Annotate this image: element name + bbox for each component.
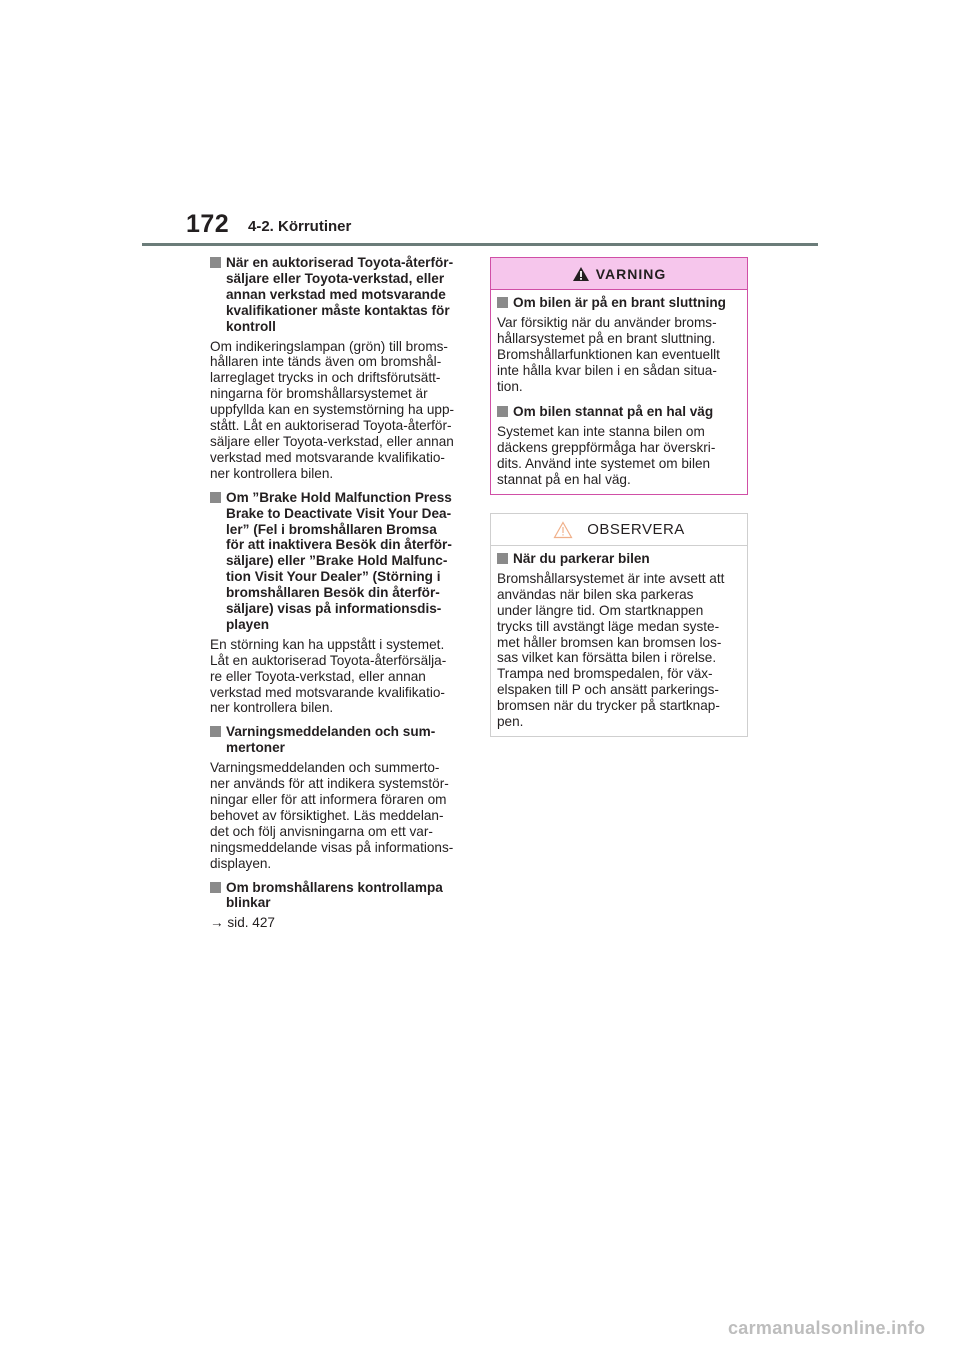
heading-text: Om bromshållarens kontrollampa blinkar — [226, 879, 443, 911]
warning-box-title: VARNING — [595, 265, 667, 282]
heading-text: När du parkerar bilen — [513, 551, 650, 566]
paragraph-indicator-lamp: Om indikeringslampan (grön) till broms- hållaren inte tänds även om bromshål- larreglaget trycks in och driftsförutsätt- ningarna för bromshållarsystemet är uppfyllda kan en systemstörning ha upp- stått. Låt en auktoriserad Toyota-återför- säljare eller Toyota-verkstad, eller annan verkstad med motsvarande kvalifikatio- ner kontrollera bilen. — [210, 338, 455, 481]
square-bullet-icon — [497, 297, 508, 308]
page-reference — [210, 915, 468, 931]
notice-paragraph-parking: Bromshållarsystemet är inte avsett att användas när bilen ska parkeras under längre tid. Om startknappen trycks till avstängt läge medan syste- met håller bromsen kan bromsen los- sas vilket kan försätta bilen i rörelse. Trampa ned bromspedalen, för väx- elspaken till P och ansätt parkerings- bromsen när du trycker på startknap- pen. — [497, 570, 725, 730]
warning-box-body — [491, 290, 747, 488]
heading-text: Varningsmeddelanden och sum- mertoner — [226, 724, 436, 756]
heading-contact-dealer — [210, 255, 468, 335]
warning-paragraph-slippery-road: Systemet kan inte stanna bilen om däckens greppförmåga har överskri- dits. Använd inte systemet om bilen stannat på en hal väg. — [497, 424, 716, 488]
notice-box-header — [491, 514, 747, 546]
notice-heading-parking — [497, 551, 741, 567]
heading-lamp-flashing — [210, 880, 468, 912]
page-reference-link[interactable]: sid. 427 — [227, 915, 275, 931]
heading-text: När en auktoriserad Toyota-återför- säljare eller Toyota-verkstad, eller annan verkstad med motsvarande kvalifikationer måste kontaktas för kontroll — [226, 255, 454, 334]
watermark: carmanualsonline.info — [728, 1318, 926, 1338]
square-bullet-icon — [210, 726, 221, 737]
heading-text: Om bilen är på en brant sluttning — [513, 295, 726, 310]
caution-triangle-icon — [553, 521, 573, 539]
warning-paragraph-steep-slope: Var försiktig när du använder broms- hållarsystemet på en brant sluttning. Bromshållarfunktionen kan eventuellt inte hålla kvar bilen i en sådan situa- tion. — [497, 314, 720, 394]
square-bullet-icon — [210, 257, 221, 268]
arrow-right-icon: → — [210, 915, 228, 931]
warning-box — [490, 257, 748, 495]
section-title: 4-2. Körrutiner — [248, 218, 352, 235]
warning-heading-steep-slope — [497, 295, 741, 311]
heading-warning-messages — [210, 724, 468, 756]
paragraph-system-fault: En störning kan ha uppstått i systemet. Låt en auktoriserad Toyota-återförsälja- re eller Toyota-verkstad, eller annan verkstad med motsvarande kvalifikatio- ner kontrollera bilen. — [210, 636, 447, 716]
warning-box-header — [491, 258, 747, 290]
heading-malfunction-message — [210, 490, 468, 633]
warning-triangle-icon — [572, 266, 590, 282]
header-rule — [142, 243, 818, 246]
square-bullet-icon — [497, 553, 508, 564]
notice-box-title: OBSERVERA — [587, 521, 685, 538]
notice-box-body — [491, 546, 747, 730]
heading-text: Om bilen stannat på en hal väg — [513, 404, 714, 420]
square-bullet-icon — [210, 492, 221, 503]
left-column — [210, 255, 468, 931]
heading-text: Om ”Brake Hold Malfunction Press Brake to Deactivate Visit Your Dea- ler” (Fel i bromshållaren Bromsa för att inaktivera Besök din återför- säljare) eller ”Brake Hold Malfunc- tion Visit Your Dealer” (Störning i bromshållaren Besök din återför- säljare) visas på informationsdis- playen — [226, 489, 452, 632]
warning-heading-slippery-road — [497, 404, 741, 420]
square-bullet-icon — [497, 406, 508, 417]
square-bullet-icon — [210, 882, 221, 893]
notice-box — [490, 513, 748, 737]
page-number: 172 — [186, 210, 230, 238]
paragraph-warning-messages: Varningsmeddelanden och summerto- ner används för att indikera systemstör- ningar eller för att informera föraren om behovet av försiktighet. Läs meddelan- det och följ anvisningarna om ett var- ningsmeddelande visas på informations- displayen. — [210, 760, 454, 871]
